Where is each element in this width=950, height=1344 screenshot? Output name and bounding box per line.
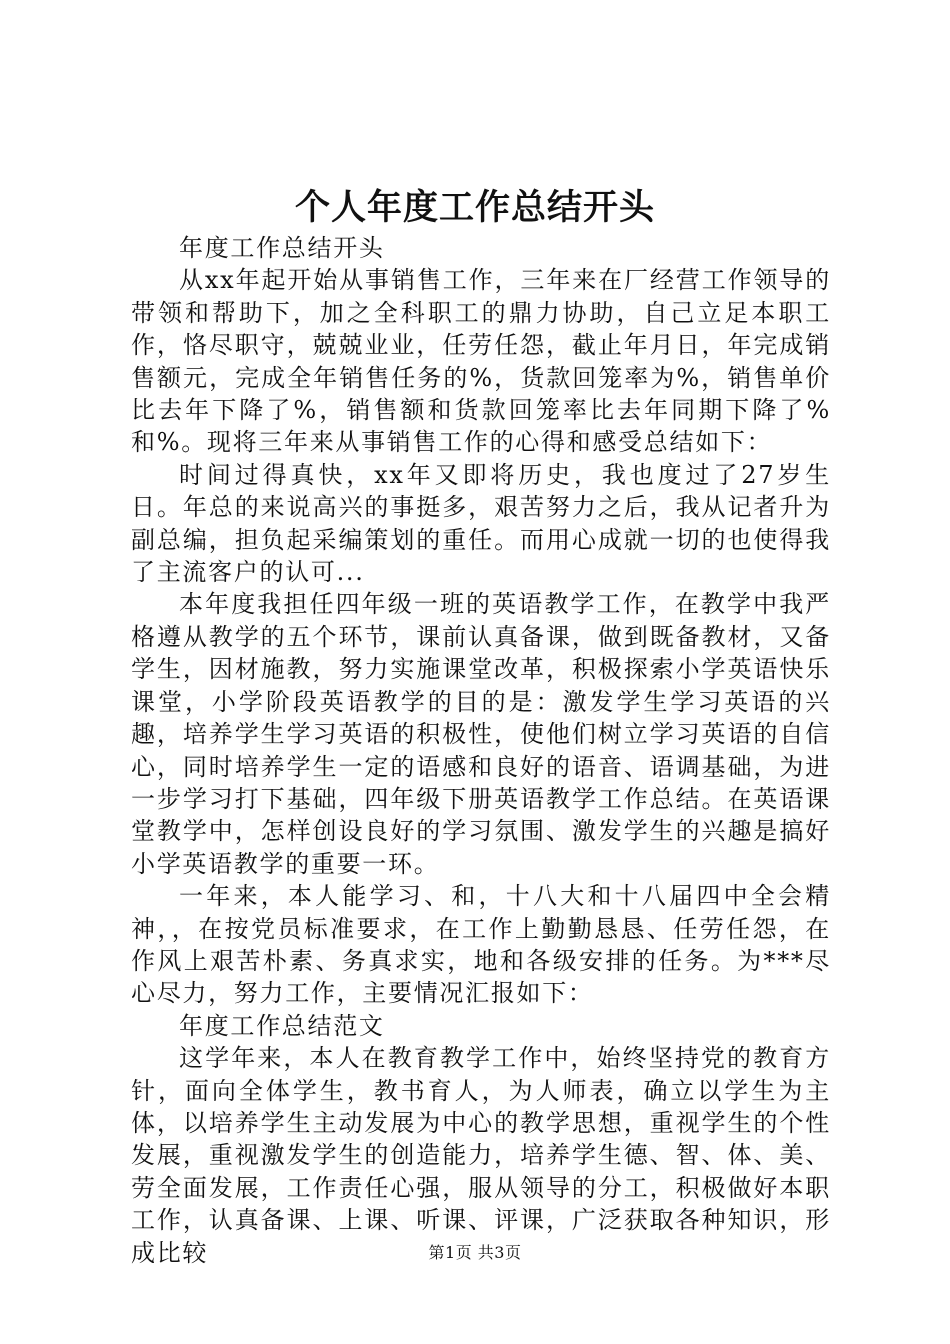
page-footer: 第1页 共3页 [428, 1243, 522, 1262]
paragraph-subheading-1: 年度工作总结开头 [179, 234, 385, 262]
document-body [131, 232, 831, 1269]
paragraph-party-work: 一年来，本人能学习、和，十八大和十八届四中全会精神，，在按党员标准要求，在工作上勤勤恳恳、任劳任怨，在作风上艰苦朴素、务真求实，地和各级安排的任务。为***尽心尽力，努力工作，主要情况汇报如下： [131, 882, 831, 1008]
paragraph-subheading-2: 年度工作总结范文 [179, 1011, 385, 1040]
paragraph-english-teaching: 本年度我担任四年级一班的英语教学工作，在教学中我严格遵从教学的五个环节，课前认真备课，做到既备教材，又备学生，因材施教，努力实施课堂改革，积极探索小学英语快乐课堂，小学阶段英语教学的目的是：激发学生学习英语的兴趣，培养学生学习英语的积极性，使他们树立学习英语的自信心，同时培养学生一定的语感和良好的语音、语调基础，为进一步学习打下基础，四年级下册英语教学工作总结。在英语课堂教学中，怎样创设良好的学习氛围、激发学生的兴趣是搞好小学英语教学的重要一环。 [131, 590, 831, 878]
paragraph-birthday: 时间过得真快，xx年又即将历史，我也度过了27岁生日。年总的来说高兴的事挺多，艰苦努力之后，我从记者升为副总编，担负起采编策划的重任。而用心成就一切的也使得我了主流客户的认可... [131, 460, 831, 587]
document-title: 个人年度工作总结开头 [294, 187, 655, 228]
paragraph-education-work: 这学年来，本人在教育教学工作中，始终坚持党的教育方针，面向全体学生，教书育人，为人师表，确立以学生为主体，以培养学生主动发展为中心的教学思想，重视学生的个性发展，重视激发学生的创造能力，培养学生德、智、体、美、劳全面发展，工作责任心强，服从领导的分工，积极做好本职工作，认真备课、上课、听课、评课，广泛获取各种知识，形成比较 [131, 1044, 831, 1267]
paragraph-sales-summary: 从xx年起开始从事销售工作，三年来在厂经营工作领导的带领和帮助下，加之全科职工的鼎力协助，自己立足本职工作，恪尽职守，兢兢业业，任劳任怨，截止年月日，年完成销售额元，完成全年销售任务的%，货款回笼率为%，销售单价比去年下降了%，销售额和货款回笼率比去年同期下降了%和%。现将三年来从事销售工作的心得和感受总结如下： [131, 266, 831, 457]
